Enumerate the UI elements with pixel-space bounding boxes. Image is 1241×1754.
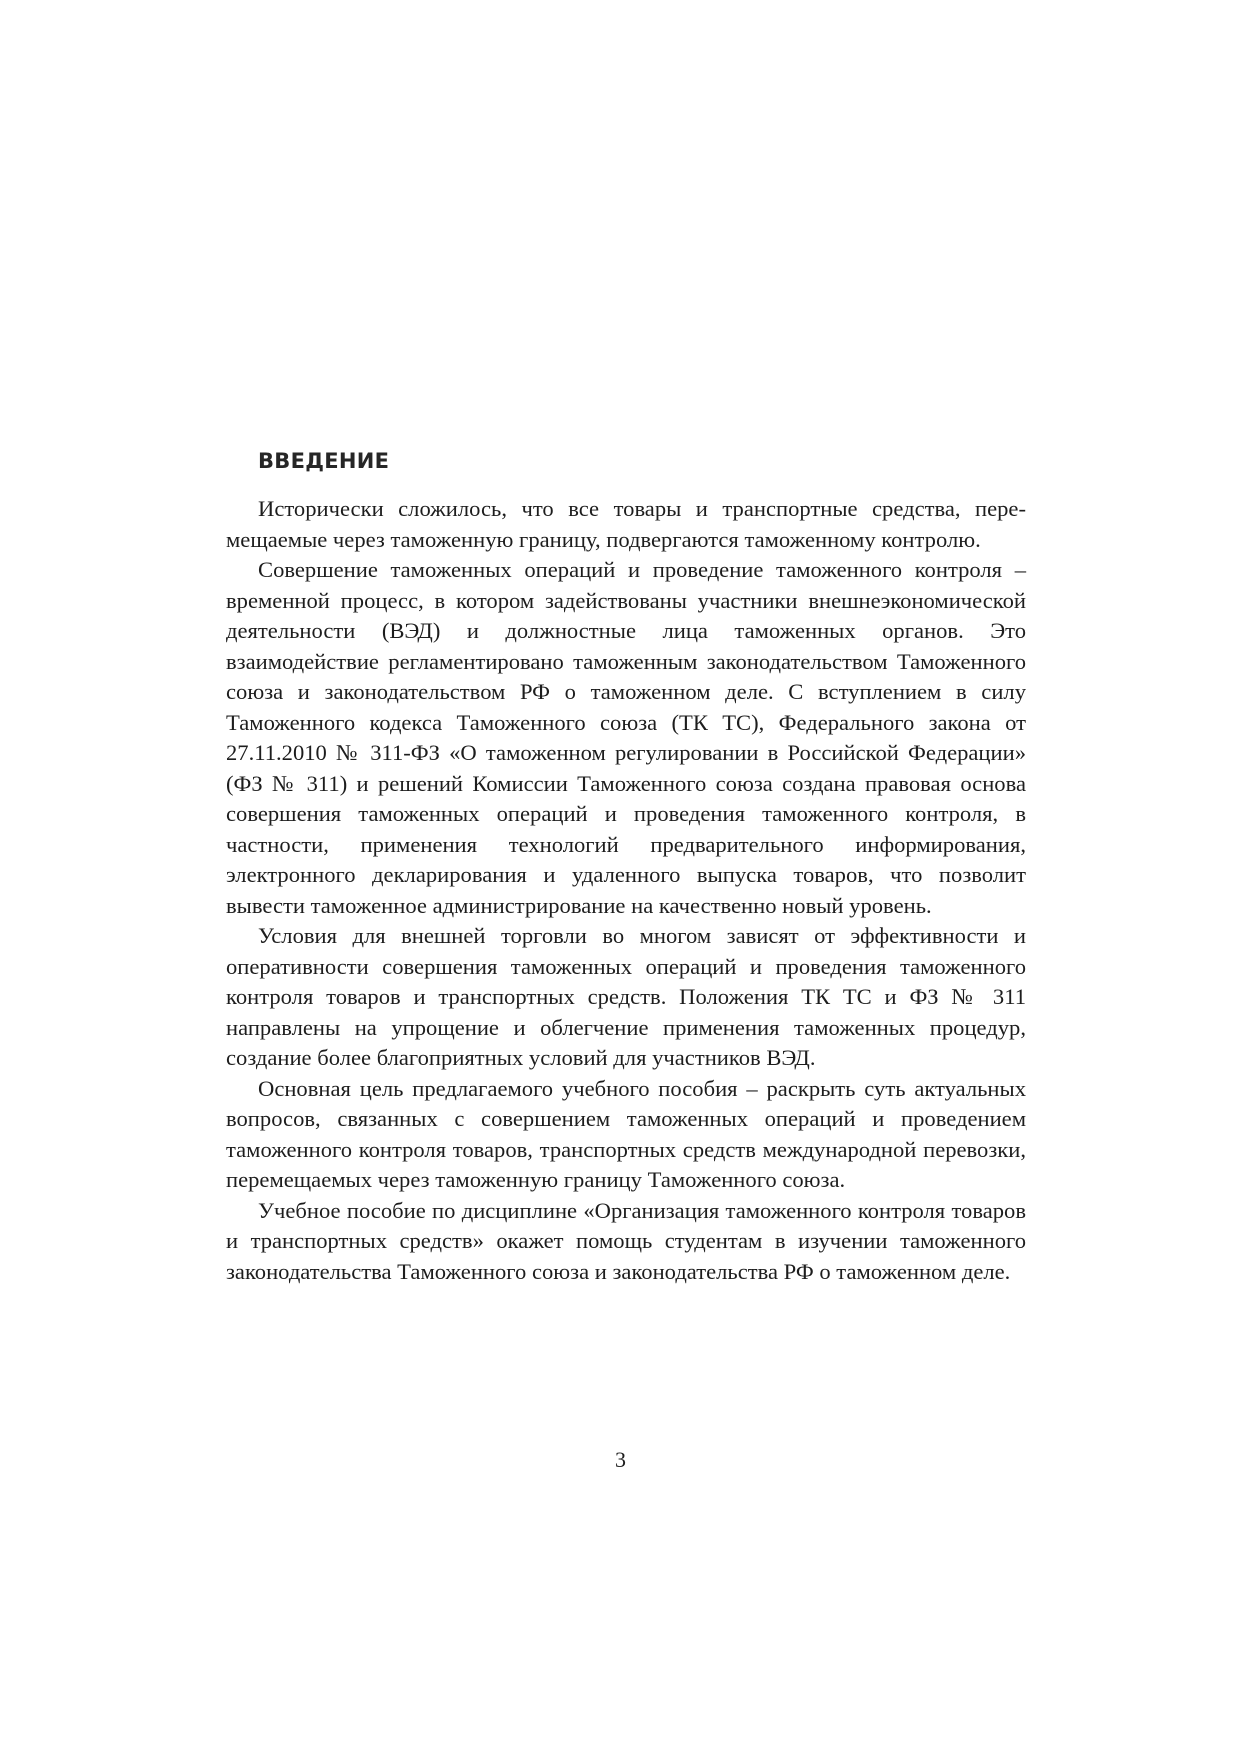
body-text	[226, 494, 1026, 1287]
paragraph-2: Совершение таможенных операций и проведение таможенного контроля – временной процесс, в котором задействованы участники внешнеэкономической деятельности (ВЭД) и должностные лица таможенных органов. Это взаимодействие регламентировано таможенным законодательством Таможенного союза и законодательством РФ о таможенном деле. С вступлением в силу Таможенного кодекса Таможенного союза (ТК ТС), Федерального закона от 27.11.2010 № 311-ФЗ «О таможенном регулировании в Российской Федерации» (ФЗ № 311) и решений Комиссии Таможенного союза создана правовая основа совершения таможенных операций и проведения таможенного контроля, в частности, применения технологий предварительного информирования, электронного декларирования и удаленного выпуска товаров, что позволит вывести таможенное администрирование на качественно новый уровень.	[226, 557, 1026, 918]
paragraph-4: Основная цель предлагаемого учебного пособия – раскрыть суть актуальных вопросов, связанных с совершением таможенных операций и проведением таможенного контроля товаров, транспортных средств международной перевозки, перемещаемых через таможенную границу Таможенного союза.	[226, 1075, 1026, 1192]
section-heading: ВВЕДЕНИЕ	[258, 449, 390, 473]
paragraph-1: Исторически сложилось, что все товары и транспортные средства, перемещаемые через таможенную границу, подвергаются таможенному контролю.	[226, 496, 1026, 552]
paragraph-5: Учебное пособие по дисциплине «Организация таможенного контроля товаров и транспортных средств» окажет помощь студентам в изучении таможенного законодательства Таможенного союза и законодательства РФ о таможенном деле.	[226, 1197, 1026, 1284]
paragraph-3: Условия для внешней торговли во многом зависят от эффективности и оперативности совершения таможенных операций и проведения таможенного контроля товаров и транспортных средств. Положения ТК ТС и ФЗ № 311 направлены на упрощение и облегчение применения таможенных процедур, создание более благоприятных условий для участников ВЭД.	[226, 923, 1026, 1070]
page-number: 3	[615, 1447, 626, 1472]
